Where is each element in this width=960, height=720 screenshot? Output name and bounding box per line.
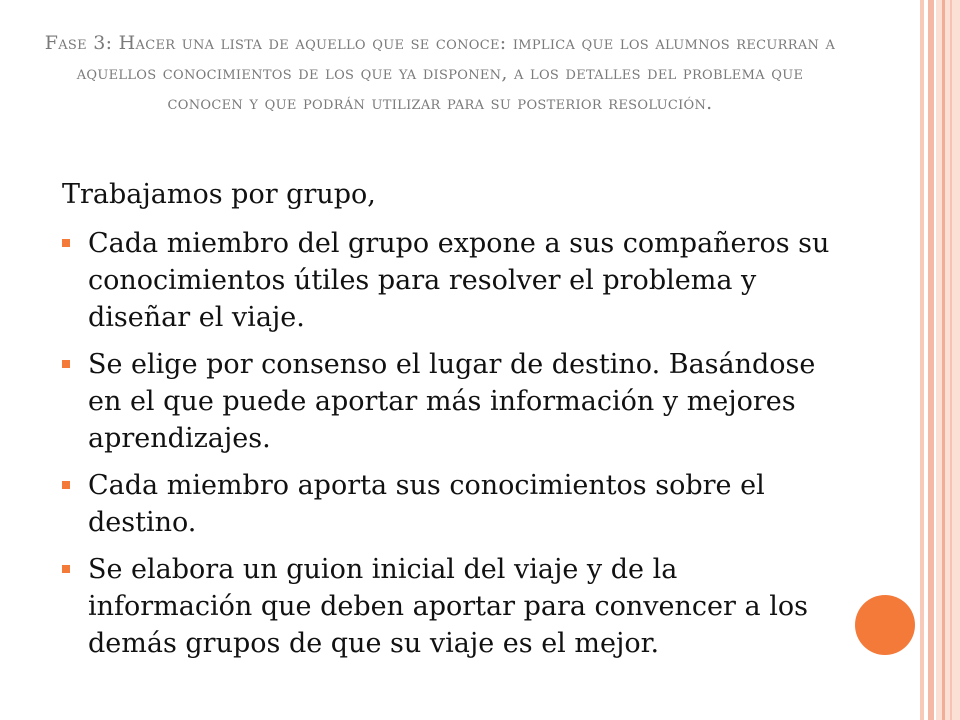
square-bullet-icon — [62, 239, 70, 247]
slide-body — [62, 176, 832, 672]
decorative-stripe — [920, 0, 924, 720]
square-bullet-icon — [62, 360, 70, 368]
bullet-text: Cada miembro del grupo expone a sus compañeros su conocimientos útiles para resolver el problema y diseñar el viaje. — [88, 228, 830, 333]
intro-text: Trabajamos por grupo, — [62, 179, 376, 210]
bullet-text: Se elige por consenso el lugar de destino. Basándose en el que puede aportar más información y mejores aprendizajes. — [88, 349, 816, 454]
bullet-item — [62, 467, 832, 541]
bullet-list — [62, 225, 832, 662]
accent-circle — [855, 595, 915, 655]
slide-title: Fase 3: Hacer una lista de aquello que se conoce: implica que los alumnos recurran a aquellos conocimientos de los que ya disponen, a los detalles del problema que conocen y que podrán utilizar para su posterior resolución. — [44, 32, 836, 114]
bullet-text: Cada miembro aporta sus conocimientos sobre el destino. — [88, 470, 765, 538]
square-bullet-icon — [62, 565, 70, 573]
decorative-stripe — [928, 0, 934, 720]
decorative-stripe — [936, 0, 960, 720]
square-bullet-icon — [62, 481, 70, 489]
bullet-item — [62, 225, 832, 336]
bullet-text: Se elabora un guion inicial del viaje y de la información que deben aportar para convencer a los demás grupos de que su viaje es el mejor. — [88, 554, 808, 659]
bullet-item — [62, 551, 832, 662]
decorative-stripe — [942, 0, 945, 720]
decorative-stripe — [950, 0, 952, 720]
bullet-item — [62, 346, 832, 457]
